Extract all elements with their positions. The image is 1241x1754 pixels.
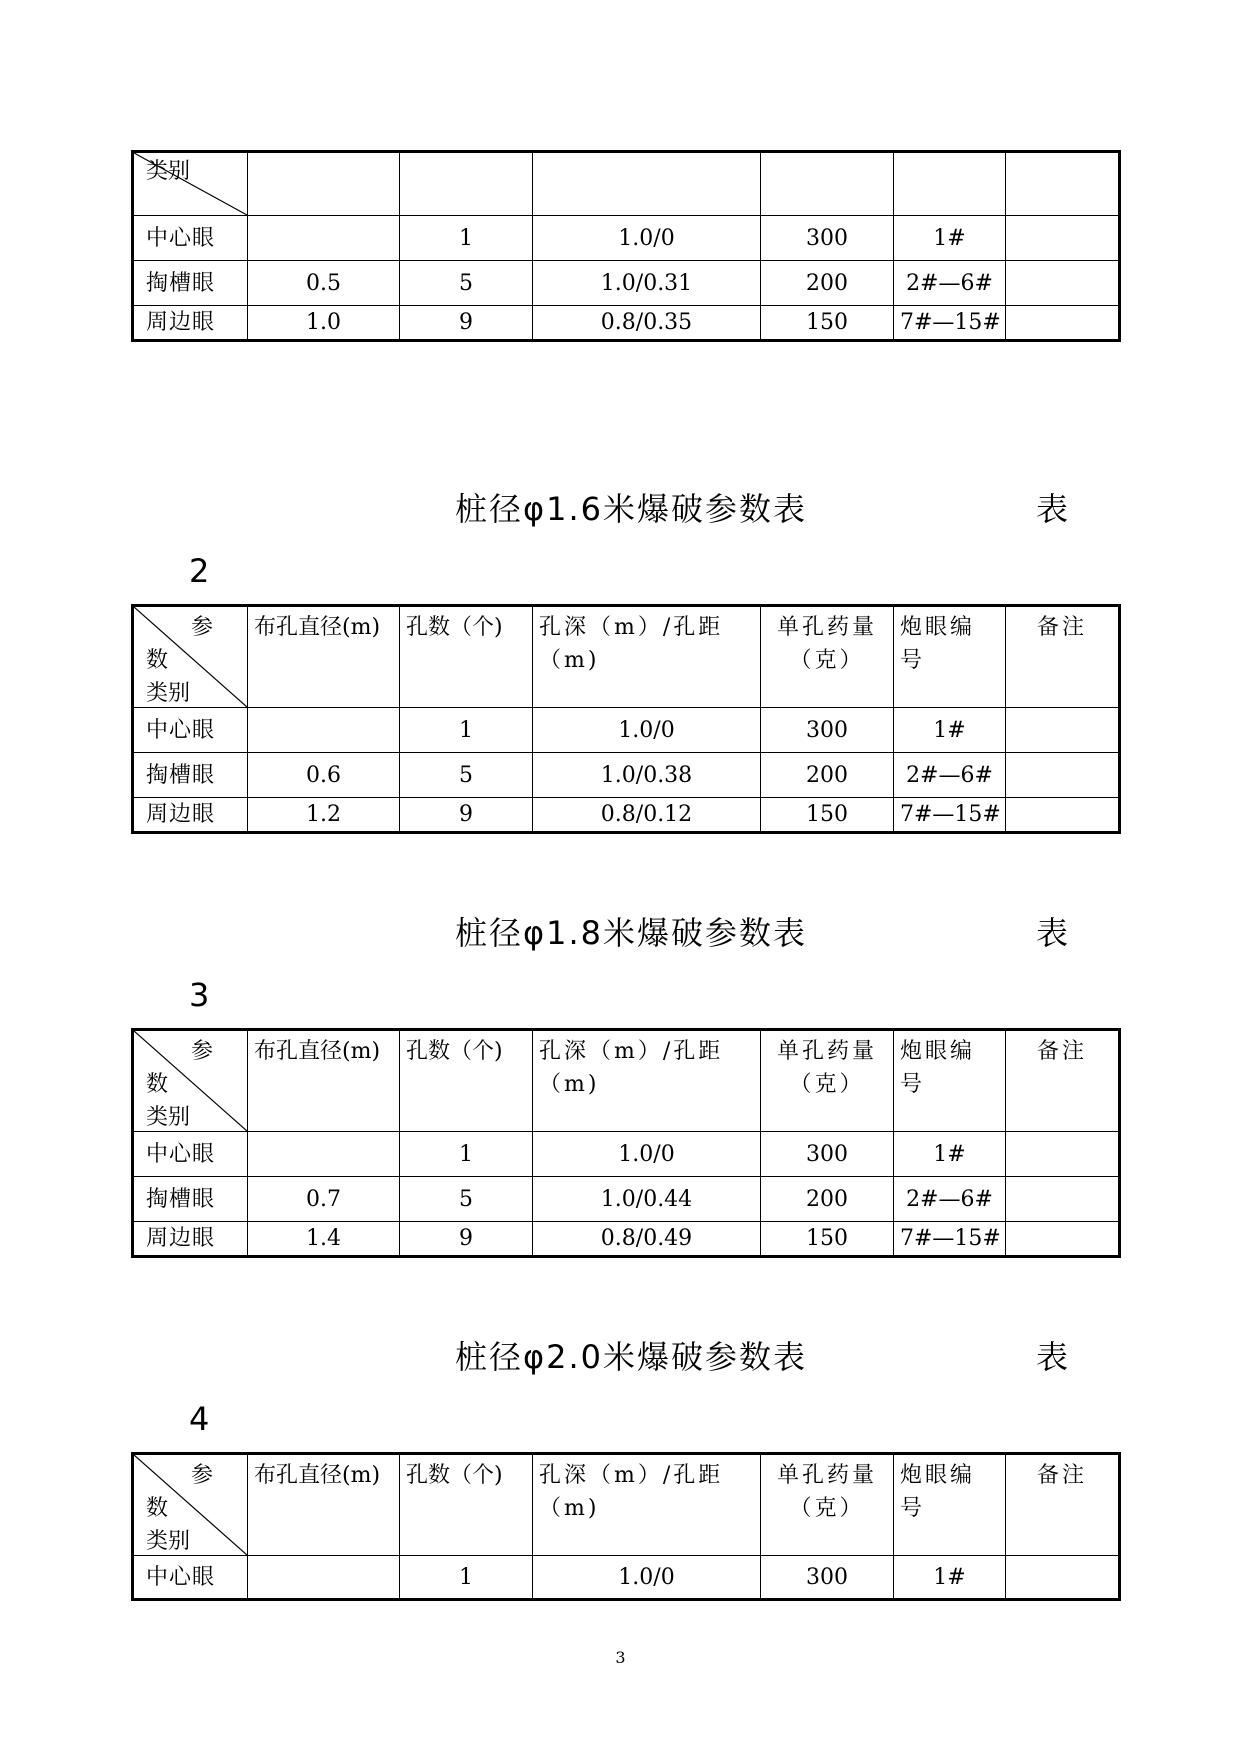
row-category: 周边眼 (133, 1222, 248, 1257)
header-diameter: 布孔直径(m) (248, 1454, 400, 1556)
header-category-label: 类别 (146, 1529, 191, 1554)
row-hole-count: 9 (400, 1222, 533, 1257)
row-category: 掏槽眼 (133, 1177, 248, 1222)
row-note (1006, 1177, 1120, 1222)
row-charge: 200 (761, 1177, 894, 1222)
header-count-label: 数 (146, 648, 169, 673)
header-note: 备注 (1006, 1030, 1120, 1132)
header-diameter: 布孔直径(m) (248, 1030, 400, 1132)
blast-table-2 (131, 604, 1121, 834)
header-note: 备注 (1006, 606, 1120, 708)
row-diameter (248, 216, 400, 261)
table-header-row (133, 1454, 1120, 1556)
header-hole-count: 孔数（个) (400, 606, 533, 708)
row-category: 中心眼 (133, 216, 248, 261)
row-charge: 300 (761, 216, 894, 261)
header-depth-spacing: 孔深（m）/孔距（m) (533, 1454, 761, 1556)
row-depth-spacing: 0.8/0.49 (533, 1222, 761, 1257)
table-header-row (133, 1030, 1120, 1132)
row-category: 掏槽眼 (133, 753, 248, 798)
row-note (1006, 216, 1120, 261)
table-caption-label: 表 (1036, 914, 1069, 952)
row-category: 掏槽眼 (133, 261, 248, 306)
row-hole-number: 2#—6# (894, 753, 1006, 798)
header-category-label: 类别 (146, 159, 191, 184)
table-row (133, 306, 1120, 341)
page-number: 3 (615, 1648, 626, 1667)
table-row (133, 216, 1120, 261)
row-depth-spacing: 0.8/0.35 (533, 306, 761, 341)
row-charge: 150 (761, 306, 894, 341)
row-diameter: 1.2 (248, 798, 400, 833)
table-header-row (133, 606, 1120, 708)
row-diameter (248, 708, 400, 753)
row-category: 中心眼 (133, 1556, 248, 1600)
header-depth-spacing: 孔深（m）/孔距（m) (533, 1030, 761, 1132)
header-charge: 单孔药量（克） (761, 606, 894, 708)
table-title: 桩径φ2.0米爆破参数表 (455, 1338, 808, 1376)
header-category-label: 类别 (146, 1105, 191, 1130)
row-category: 周边眼 (133, 798, 248, 833)
row-diameter: 0.6 (248, 753, 400, 798)
row-charge: 300 (761, 708, 894, 753)
table-title: 桩径φ1.8米爆破参数表 (455, 914, 808, 952)
table-caption-label: 表 (1036, 490, 1069, 528)
row-charge: 300 (761, 1132, 894, 1177)
table-row (133, 1177, 1120, 1222)
header-charge: 单孔药量（克） (761, 1030, 894, 1132)
row-hole-count: 9 (400, 798, 533, 833)
row-charge: 300 (761, 1556, 894, 1600)
table-row (133, 753, 1120, 798)
header-empty (1006, 152, 1120, 216)
header-param-label: 参 (190, 1039, 213, 1064)
blast-table-1 (131, 150, 1121, 342)
row-diameter: 0.7 (248, 1177, 400, 1222)
header-diameter: 布孔直径(m) (248, 606, 400, 708)
header-charge: 单孔药量（克） (761, 1454, 894, 1556)
row-depth-spacing: 1.0/0 (533, 1556, 761, 1600)
row-note (1006, 753, 1120, 798)
header-hole-count: 孔数（个) (400, 1454, 533, 1556)
header-note: 备注 (1006, 1454, 1120, 1556)
row-category: 中心眼 (133, 1132, 248, 1177)
row-hole-count: 9 (400, 306, 533, 341)
row-diameter (248, 1556, 400, 1600)
row-depth-spacing: 1.0/0 (533, 708, 761, 753)
table-caption-label: 表 (1036, 1338, 1069, 1376)
row-hole-number: 1# (894, 216, 1006, 261)
row-note (1006, 261, 1120, 306)
row-diameter (248, 1132, 400, 1177)
row-diameter: 1.4 (248, 1222, 400, 1257)
header-empty (400, 152, 533, 216)
header-empty (761, 152, 894, 216)
row-note (1006, 1132, 1120, 1177)
blast-table-4 (131, 1452, 1121, 1601)
row-hole-count: 5 (400, 753, 533, 798)
row-note (1006, 1556, 1120, 1600)
table-row (133, 708, 1120, 753)
blast-table-3 (131, 1028, 1121, 1258)
row-charge: 150 (761, 798, 894, 833)
header-hole-number: 炮眼编号 (894, 606, 1006, 708)
table-row (133, 1222, 1120, 1257)
table-header-row (133, 152, 1120, 216)
row-depth-spacing: 1.0/0 (533, 1132, 761, 1177)
header-empty (248, 152, 400, 216)
row-hole-count: 1 (400, 1556, 533, 1600)
row-note (1006, 798, 1120, 833)
row-hole-number: 7#—15# (894, 798, 1006, 833)
row-hole-count: 5 (400, 1177, 533, 1222)
table-caption-number: 4 (189, 1400, 210, 1438)
row-depth-spacing: 1.0/0 (533, 216, 761, 261)
row-hole-number: 2#—6# (894, 261, 1006, 306)
table-row (133, 261, 1120, 306)
row-charge: 200 (761, 753, 894, 798)
row-hole-number: 1# (894, 708, 1006, 753)
row-diameter: 0.5 (248, 261, 400, 306)
table-title: 桩径φ1.6米爆破参数表 (455, 490, 808, 528)
diagonal-header-cell (133, 1454, 248, 1556)
row-category: 中心眼 (133, 708, 248, 753)
header-count-label: 数 (146, 1072, 169, 1097)
header-count-label: 数 (146, 1496, 169, 1521)
header-hole-count: 孔数（个) (400, 1030, 533, 1132)
row-note (1006, 306, 1120, 341)
row-hole-count: 1 (400, 1132, 533, 1177)
row-depth-spacing: 1.0/0.38 (533, 753, 761, 798)
row-hole-number: 1# (894, 1556, 1006, 1600)
row-hole-number: 1# (894, 1132, 1006, 1177)
row-note (1006, 1222, 1120, 1257)
row-depth-spacing: 1.0/0.31 (533, 261, 761, 306)
row-charge: 150 (761, 1222, 894, 1257)
row-diameter: 1.0 (248, 306, 400, 341)
header-depth-spacing: 孔深（m）/孔距（m) (533, 606, 761, 708)
header-empty (894, 152, 1006, 216)
header-param-label: 参 (190, 615, 213, 640)
table-row (133, 1556, 1120, 1600)
row-category: 周边眼 (133, 306, 248, 341)
row-hole-count: 5 (400, 261, 533, 306)
row-hole-count: 1 (400, 216, 533, 261)
row-hole-number: 2#—6# (894, 1177, 1006, 1222)
table-row (133, 1132, 1120, 1177)
row-hole-count: 1 (400, 708, 533, 753)
diagonal-header-cell (133, 152, 248, 216)
row-charge: 200 (761, 261, 894, 306)
table-caption-number: 2 (189, 552, 210, 590)
header-hole-number: 炮眼编号 (894, 1030, 1006, 1132)
row-hole-number: 7#—15# (894, 1222, 1006, 1257)
diagonal-header-cell (133, 1030, 248, 1132)
row-note (1006, 708, 1120, 753)
row-depth-spacing: 1.0/0.44 (533, 1177, 761, 1222)
table-row (133, 798, 1120, 833)
row-depth-spacing: 0.8/0.12 (533, 798, 761, 833)
row-hole-number: 7#—15# (894, 306, 1006, 341)
table-caption-number: 3 (189, 976, 210, 1014)
header-hole-number: 炮眼编号 (894, 1454, 1006, 1556)
header-category-label: 类别 (146, 681, 191, 706)
diagonal-header-cell (133, 606, 248, 708)
header-empty (533, 152, 761, 216)
header-param-label: 参 (190, 1463, 213, 1488)
